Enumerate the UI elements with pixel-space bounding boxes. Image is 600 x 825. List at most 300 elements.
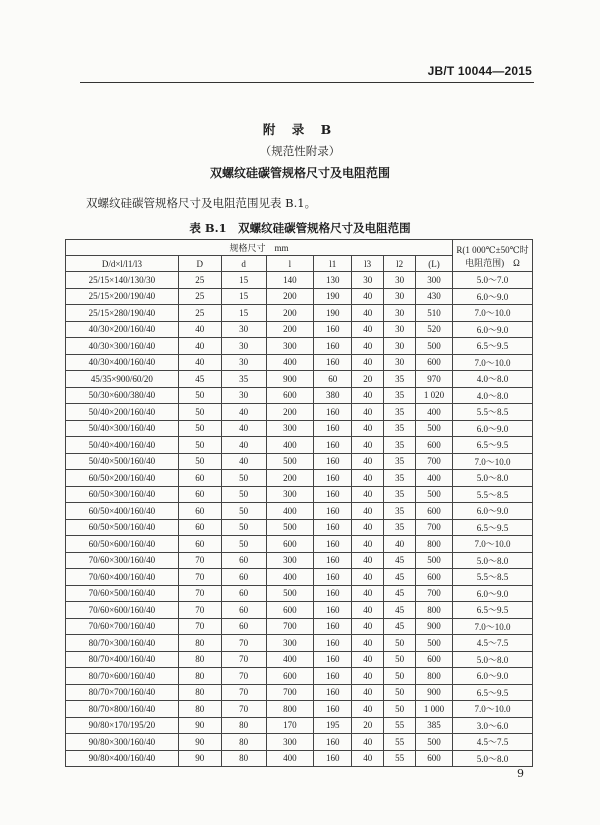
table-cell: 50 xyxy=(384,684,416,701)
table-cell: 40 xyxy=(221,453,266,470)
table-cell: 35 xyxy=(221,371,266,388)
table-cell: 60 xyxy=(178,503,221,520)
table-cell: 130 xyxy=(314,272,352,289)
table-cell: 5.0～7.0 xyxy=(452,272,532,289)
table-cell: 60 xyxy=(178,470,221,487)
table-cell: 500 xyxy=(266,453,314,470)
table-cell: 40 xyxy=(221,404,266,421)
table-cell: 70 xyxy=(178,585,221,602)
table-cell: 160 xyxy=(314,602,352,619)
table-cell: 40 xyxy=(352,404,384,421)
table-cell: 50/40×200/160/40 xyxy=(66,404,179,421)
table-cell: 140 xyxy=(266,272,314,289)
table-cell: 60/50×500/160/40 xyxy=(66,519,179,536)
table-cell: 160 xyxy=(314,486,352,503)
table-cell: 6.0～9.0 xyxy=(452,288,532,305)
table-cell: 50 xyxy=(384,668,416,685)
table-cell: 90 xyxy=(178,734,221,751)
table-cell: 40/30×400/160/40 xyxy=(66,354,179,371)
table-cell: 40 xyxy=(352,486,384,503)
table-cell: 1 020 xyxy=(416,387,453,404)
table-cell: 900 xyxy=(266,371,314,388)
table-cell: 60 xyxy=(221,552,266,569)
table-cell: 35 xyxy=(384,503,416,520)
table-cell: 50 xyxy=(221,536,266,553)
table-row xyxy=(66,717,533,734)
table-cell: 45/35×900/60/20 xyxy=(66,371,179,388)
table-row xyxy=(66,387,533,404)
table-cell: 160 xyxy=(314,618,352,635)
table-cell: 90/80×400/160/40 xyxy=(66,750,179,767)
table-caption: 表 B.1 双螺纹硅碳管规格尺寸及电阻范围 xyxy=(189,221,411,235)
table-cell: 7.0～10.0 xyxy=(452,701,532,718)
table-cell: 160 xyxy=(314,536,352,553)
table-cell: 20 xyxy=(352,371,384,388)
table-cell: 50 xyxy=(178,437,221,454)
table-cell: 70/60×500/160/40 xyxy=(66,585,179,602)
table-cell: 500 xyxy=(416,635,453,652)
table-cell: 160 xyxy=(314,552,352,569)
table-row xyxy=(66,536,533,553)
table-cell: 50 xyxy=(221,519,266,536)
annex-heading xyxy=(0,120,600,181)
table-cell: 90 xyxy=(178,717,221,734)
standard-code: JB/T 10044—2015 xyxy=(427,64,532,78)
table-row xyxy=(66,503,533,520)
table-row xyxy=(66,684,533,701)
table-cell: 160 xyxy=(314,404,352,421)
table-cell: 50 xyxy=(178,387,221,404)
table-cell: 600 xyxy=(416,651,453,668)
table-cell: 7.0～10.0 xyxy=(452,536,532,553)
table-cell: 20 xyxy=(352,717,384,734)
table-cell: 15 xyxy=(221,288,266,305)
table-cell: 50 xyxy=(178,453,221,470)
table-cell: 195 xyxy=(314,717,352,734)
annex-title: 附 录 B xyxy=(262,122,338,137)
table-cell: 600 xyxy=(266,668,314,685)
table-cell: 200 xyxy=(266,321,314,338)
table-cell: 35 xyxy=(384,420,416,437)
table-cell: 70 xyxy=(221,668,266,685)
table-cell: 500 xyxy=(416,338,453,355)
table-cell: 970 xyxy=(416,371,453,388)
table-cell: 6.0～9.0 xyxy=(452,321,532,338)
table-cell: 800 xyxy=(416,602,453,619)
table-cell: 30 xyxy=(384,305,416,322)
table-cell: 160 xyxy=(314,750,352,767)
table-cell: 200 xyxy=(266,305,314,322)
table-cell: 6.0～9.0 xyxy=(452,420,532,437)
table-cell: 40 xyxy=(352,750,384,767)
table-cell: 25/15×200/190/40 xyxy=(66,288,179,305)
table-cell: 160 xyxy=(314,635,352,652)
table-cell: 45 xyxy=(178,371,221,388)
table-cell: 160 xyxy=(314,668,352,685)
table-cell: 40 xyxy=(352,387,384,404)
table-cell: 40 xyxy=(384,536,416,553)
table-cell: 25 xyxy=(178,288,221,305)
group-header: 规格尺寸 mm xyxy=(66,240,453,256)
table-cell: 50/40×500/160/40 xyxy=(66,453,179,470)
table-cell: 7.0～10.0 xyxy=(452,354,532,371)
table-cell: 6.5～9.5 xyxy=(452,602,532,619)
table-row xyxy=(66,519,533,536)
table-cell: 90 xyxy=(178,750,221,767)
table-cell: 5.5～8.5 xyxy=(452,486,532,503)
table-cell: 500 xyxy=(416,734,453,751)
table-cell: 70 xyxy=(178,618,221,635)
table-cell: 400 xyxy=(266,354,314,371)
header-rule xyxy=(80,82,534,83)
table-cell: 40 xyxy=(352,470,384,487)
table-cell: 600 xyxy=(266,602,314,619)
table-cell: 35 xyxy=(384,519,416,536)
table-cell: 70/60×600/160/40 xyxy=(66,602,179,619)
table-cell: 160 xyxy=(314,470,352,487)
table-cell: 25/15×280/190/40 xyxy=(66,305,179,322)
column-header: l xyxy=(266,256,314,272)
column-header: l2 xyxy=(384,256,416,272)
table-cell: 40 xyxy=(352,338,384,355)
spec-table-body xyxy=(66,272,533,767)
column-header: (L) xyxy=(416,256,453,272)
table-cell: 200 xyxy=(266,288,314,305)
table-cell: 400 xyxy=(266,750,314,767)
table-row xyxy=(66,437,533,454)
table-cell: 30 xyxy=(221,387,266,404)
table-cell: 70 xyxy=(221,635,266,652)
table-cell: 50 xyxy=(384,651,416,668)
table-cell: 60 xyxy=(178,519,221,536)
table-cell: 510 xyxy=(416,305,453,322)
table-cell: 520 xyxy=(416,321,453,338)
table-cell: 800 xyxy=(416,668,453,685)
table-row xyxy=(66,750,533,767)
table-row xyxy=(66,288,533,305)
table-cell: 40 xyxy=(352,519,384,536)
table-cell: 80 xyxy=(178,684,221,701)
table-cell: 70 xyxy=(221,651,266,668)
table-cell: 40 xyxy=(178,354,221,371)
table-cell: 40 xyxy=(352,651,384,668)
table-cell: 40 xyxy=(352,288,384,305)
table-cell: 15 xyxy=(221,305,266,322)
table-cell: 80 xyxy=(221,717,266,734)
table-cell: 35 xyxy=(384,387,416,404)
table-cell: 600 xyxy=(416,750,453,767)
table-row xyxy=(66,272,533,289)
table-cell: 400 xyxy=(266,437,314,454)
table-cell: 35 xyxy=(384,470,416,487)
table-cell: 45 xyxy=(384,552,416,569)
table-cell: 500 xyxy=(416,420,453,437)
table-cell: 600 xyxy=(416,354,453,371)
table-cell: 40 xyxy=(178,338,221,355)
table-cell: 40 xyxy=(178,321,221,338)
table-cell: 80/70×800/160/40 xyxy=(66,701,179,718)
table-cell: 6.0～9.0 xyxy=(452,668,532,685)
table-cell: 40 xyxy=(352,602,384,619)
intro-text: 双螺纹硅碳管规格尺寸及电阻范围见表 B.1。 xyxy=(86,196,317,210)
table-row xyxy=(66,354,533,371)
table-cell: 5.5～8.5 xyxy=(452,569,532,586)
table-cell: 160 xyxy=(314,338,352,355)
table-cell: 50/40×300/160/40 xyxy=(66,420,179,437)
table-cell: 700 xyxy=(266,618,314,635)
table-cell: 400 xyxy=(416,470,453,487)
table-row xyxy=(66,305,533,322)
table-cell: 45 xyxy=(384,569,416,586)
table-cell: 80 xyxy=(178,668,221,685)
table-cell: 900 xyxy=(416,618,453,635)
table-cell: 300 xyxy=(416,272,453,289)
table-cell: 900 xyxy=(416,684,453,701)
table-cell: 170 xyxy=(266,717,314,734)
table-row xyxy=(66,486,533,503)
table-cell: 55 xyxy=(384,750,416,767)
table-row xyxy=(66,371,533,388)
table-cell: 80 xyxy=(178,651,221,668)
table-cell: 70 xyxy=(178,569,221,586)
table-cell: 400 xyxy=(266,569,314,586)
table-cell: 4.5～7.5 xyxy=(452,734,532,751)
table-cell: 90/80×300/160/40 xyxy=(66,734,179,751)
table-cell: 430 xyxy=(416,288,453,305)
table-cell: 500 xyxy=(416,486,453,503)
table-cell: 6.0～9.0 xyxy=(452,585,532,602)
table-cell: 5.0～8.0 xyxy=(452,552,532,569)
table-cell: 40/30×300/160/40 xyxy=(66,338,179,355)
table-cell: 60/50×400/160/40 xyxy=(66,503,179,520)
table-cell: 160 xyxy=(314,701,352,718)
annex-type: （规范性附录） xyxy=(259,144,341,158)
table-cell: 40 xyxy=(352,420,384,437)
table-cell: 40 xyxy=(352,618,384,635)
table-cell: 80/70×400/160/40 xyxy=(66,651,179,668)
table-cell: 60 xyxy=(314,371,352,388)
table-cell: 50 xyxy=(384,635,416,652)
table-cell: 7.0～10.0 xyxy=(452,305,532,322)
table-cell: 25/15×140/130/30 xyxy=(66,272,179,289)
table-cell: 5.5～8.5 xyxy=(452,404,532,421)
spec-table xyxy=(65,239,533,767)
table-cell: 55 xyxy=(384,734,416,751)
table-cell: 800 xyxy=(266,701,314,718)
table-cell: 70 xyxy=(178,552,221,569)
table-cell: 40 xyxy=(352,453,384,470)
table-cell: 40 xyxy=(352,684,384,701)
table-row xyxy=(66,734,533,751)
table-cell: 160 xyxy=(314,569,352,586)
table-cell: 60 xyxy=(221,602,266,619)
table-cell: 6.5～9.5 xyxy=(452,338,532,355)
table-cell: 40 xyxy=(352,321,384,338)
table-cell: 300 xyxy=(266,734,314,751)
table-cell: 60/50×300/160/40 xyxy=(66,486,179,503)
table-cell: 80 xyxy=(221,750,266,767)
table-cell: 40 xyxy=(352,552,384,569)
table-cell: 40 xyxy=(352,305,384,322)
table-cell: 40 xyxy=(352,569,384,586)
column-header: l3 xyxy=(352,256,384,272)
table-cell: 600 xyxy=(416,569,453,586)
table-cell: 40 xyxy=(352,701,384,718)
table-cell: 45 xyxy=(384,618,416,635)
table-cell: 35 xyxy=(384,486,416,503)
table-row xyxy=(66,404,533,421)
table-cell: 6.0～9.0 xyxy=(452,503,532,520)
table-row xyxy=(66,635,533,652)
table-cell: 35 xyxy=(384,453,416,470)
table-cell: 15 xyxy=(221,272,266,289)
table-cell: 50 xyxy=(384,701,416,718)
table-row xyxy=(66,602,533,619)
table-cell: 300 xyxy=(266,486,314,503)
table-cell: 30 xyxy=(384,338,416,355)
resistance-header-line1: R(1 000℃±50℃时 xyxy=(456,244,529,255)
table-cell: 700 xyxy=(416,519,453,536)
table-cell: 40 xyxy=(352,585,384,602)
table-cell: 4.0～8.0 xyxy=(452,371,532,388)
table-cell: 70/60×700/160/40 xyxy=(66,618,179,635)
table-cell: 40 xyxy=(221,420,266,437)
table-cell: 60 xyxy=(221,569,266,586)
table-cell: 35 xyxy=(384,371,416,388)
table-cell: 35 xyxy=(384,404,416,421)
table-cell: 160 xyxy=(314,585,352,602)
table-cell: 50/40×400/160/40 xyxy=(66,437,179,454)
table-cell: 70 xyxy=(178,602,221,619)
table-cell: 160 xyxy=(314,321,352,338)
table-cell: 600 xyxy=(266,536,314,553)
table-cell: 7.0～10.0 xyxy=(452,618,532,635)
table-row xyxy=(66,470,533,487)
table-row xyxy=(66,618,533,635)
table-cell: 5.0～8.0 xyxy=(452,750,532,767)
table-cell: 40/30×200/160/40 xyxy=(66,321,179,338)
table-row xyxy=(66,338,533,355)
table-cell: 60 xyxy=(178,536,221,553)
table-cell: 700 xyxy=(266,684,314,701)
table-cell: 6.5～9.5 xyxy=(452,519,532,536)
table-cell: 600 xyxy=(266,387,314,404)
table-cell: 30 xyxy=(384,288,416,305)
table-cell: 160 xyxy=(314,453,352,470)
table-cell: 60 xyxy=(221,618,266,635)
table-cell: 7.0～10.0 xyxy=(452,453,532,470)
table-row xyxy=(66,585,533,602)
resistance-header-line2: 电阻范围) Ω xyxy=(465,257,520,268)
table-cell: 6.5～9.5 xyxy=(452,684,532,701)
table-cell: 160 xyxy=(314,420,352,437)
table-cell: 50/30×600/380/40 xyxy=(66,387,179,404)
table-cell: 60 xyxy=(221,585,266,602)
table-cell: 500 xyxy=(266,519,314,536)
table-cell: 30 xyxy=(352,272,384,289)
table-cell: 5.0～8.0 xyxy=(452,470,532,487)
column-header: D xyxy=(178,256,221,272)
table-cell: 40 xyxy=(221,437,266,454)
table-cell: 160 xyxy=(314,519,352,536)
table-cell: 30 xyxy=(221,338,266,355)
table-cell: 60/50×600/160/40 xyxy=(66,536,179,553)
table-cell: 600 xyxy=(416,503,453,520)
table-row xyxy=(66,453,533,470)
table-cell: 80 xyxy=(221,734,266,751)
table-cell: 400 xyxy=(416,404,453,421)
table-cell: 700 xyxy=(416,585,453,602)
table-cell: 50 xyxy=(221,470,266,487)
table-cell: 1 000 xyxy=(416,701,453,718)
table-cell: 200 xyxy=(266,470,314,487)
table-cell: 500 xyxy=(266,585,314,602)
annex-subtitle: 双螺纹硅碳管规格尺寸及电阻范围 xyxy=(209,166,390,180)
table-cell: 45 xyxy=(384,602,416,619)
table-cell: 300 xyxy=(266,420,314,437)
table-cell: 40 xyxy=(352,503,384,520)
column-header: l1 xyxy=(314,256,352,272)
table-cell: 300 xyxy=(266,635,314,652)
table-cell: 160 xyxy=(314,437,352,454)
table-cell: 6.5～9.5 xyxy=(452,437,532,454)
column-header: D/d×l/l1/l3 xyxy=(66,256,179,272)
table-cell: 30 xyxy=(221,321,266,338)
table-cell: 45 xyxy=(384,585,416,602)
table-cell: 385 xyxy=(416,717,453,734)
table-cell: 80 xyxy=(178,701,221,718)
table-cell: 50 xyxy=(178,404,221,421)
table-cell: 160 xyxy=(314,684,352,701)
table-cell: 70/60×300/160/40 xyxy=(66,552,179,569)
table-cell: 4.0～8.0 xyxy=(452,387,532,404)
table-cell: 160 xyxy=(314,734,352,751)
table-row xyxy=(66,701,533,718)
table-cell: 50 xyxy=(221,503,266,520)
table-cell: 80/70×300/160/40 xyxy=(66,635,179,652)
table-cell: 70 xyxy=(221,684,266,701)
table-cell: 40 xyxy=(352,437,384,454)
table-cell: 160 xyxy=(314,354,352,371)
table-cell: 190 xyxy=(314,288,352,305)
table-cell: 60 xyxy=(178,486,221,503)
table-cell: 600 xyxy=(416,437,453,454)
table-cell: 700 xyxy=(416,453,453,470)
table-row xyxy=(66,668,533,685)
table-cell: 300 xyxy=(266,552,314,569)
table-cell: 4.5～7.5 xyxy=(452,635,532,652)
resistance-header xyxy=(452,240,532,272)
table-cell: 40 xyxy=(352,668,384,685)
table-cell: 30 xyxy=(221,354,266,371)
table-cell: 60/50×200/160/40 xyxy=(66,470,179,487)
table-cell: 40 xyxy=(352,354,384,371)
table-row xyxy=(66,569,533,586)
table-cell: 30 xyxy=(384,321,416,338)
table-row xyxy=(66,321,533,338)
table-cell: 25 xyxy=(178,272,221,289)
table-cell: 70/60×400/160/40 xyxy=(66,569,179,586)
table-cell: 55 xyxy=(384,717,416,734)
table-cell: 40 xyxy=(352,536,384,553)
table-cell: 400 xyxy=(266,503,314,520)
table-cell: 40 xyxy=(352,635,384,652)
table-cell: 800 xyxy=(416,536,453,553)
table-cell: 35 xyxy=(384,437,416,454)
table-cell: 380 xyxy=(314,387,352,404)
table-cell: 80/70×700/160/40 xyxy=(66,684,179,701)
table-cell: 190 xyxy=(314,305,352,322)
